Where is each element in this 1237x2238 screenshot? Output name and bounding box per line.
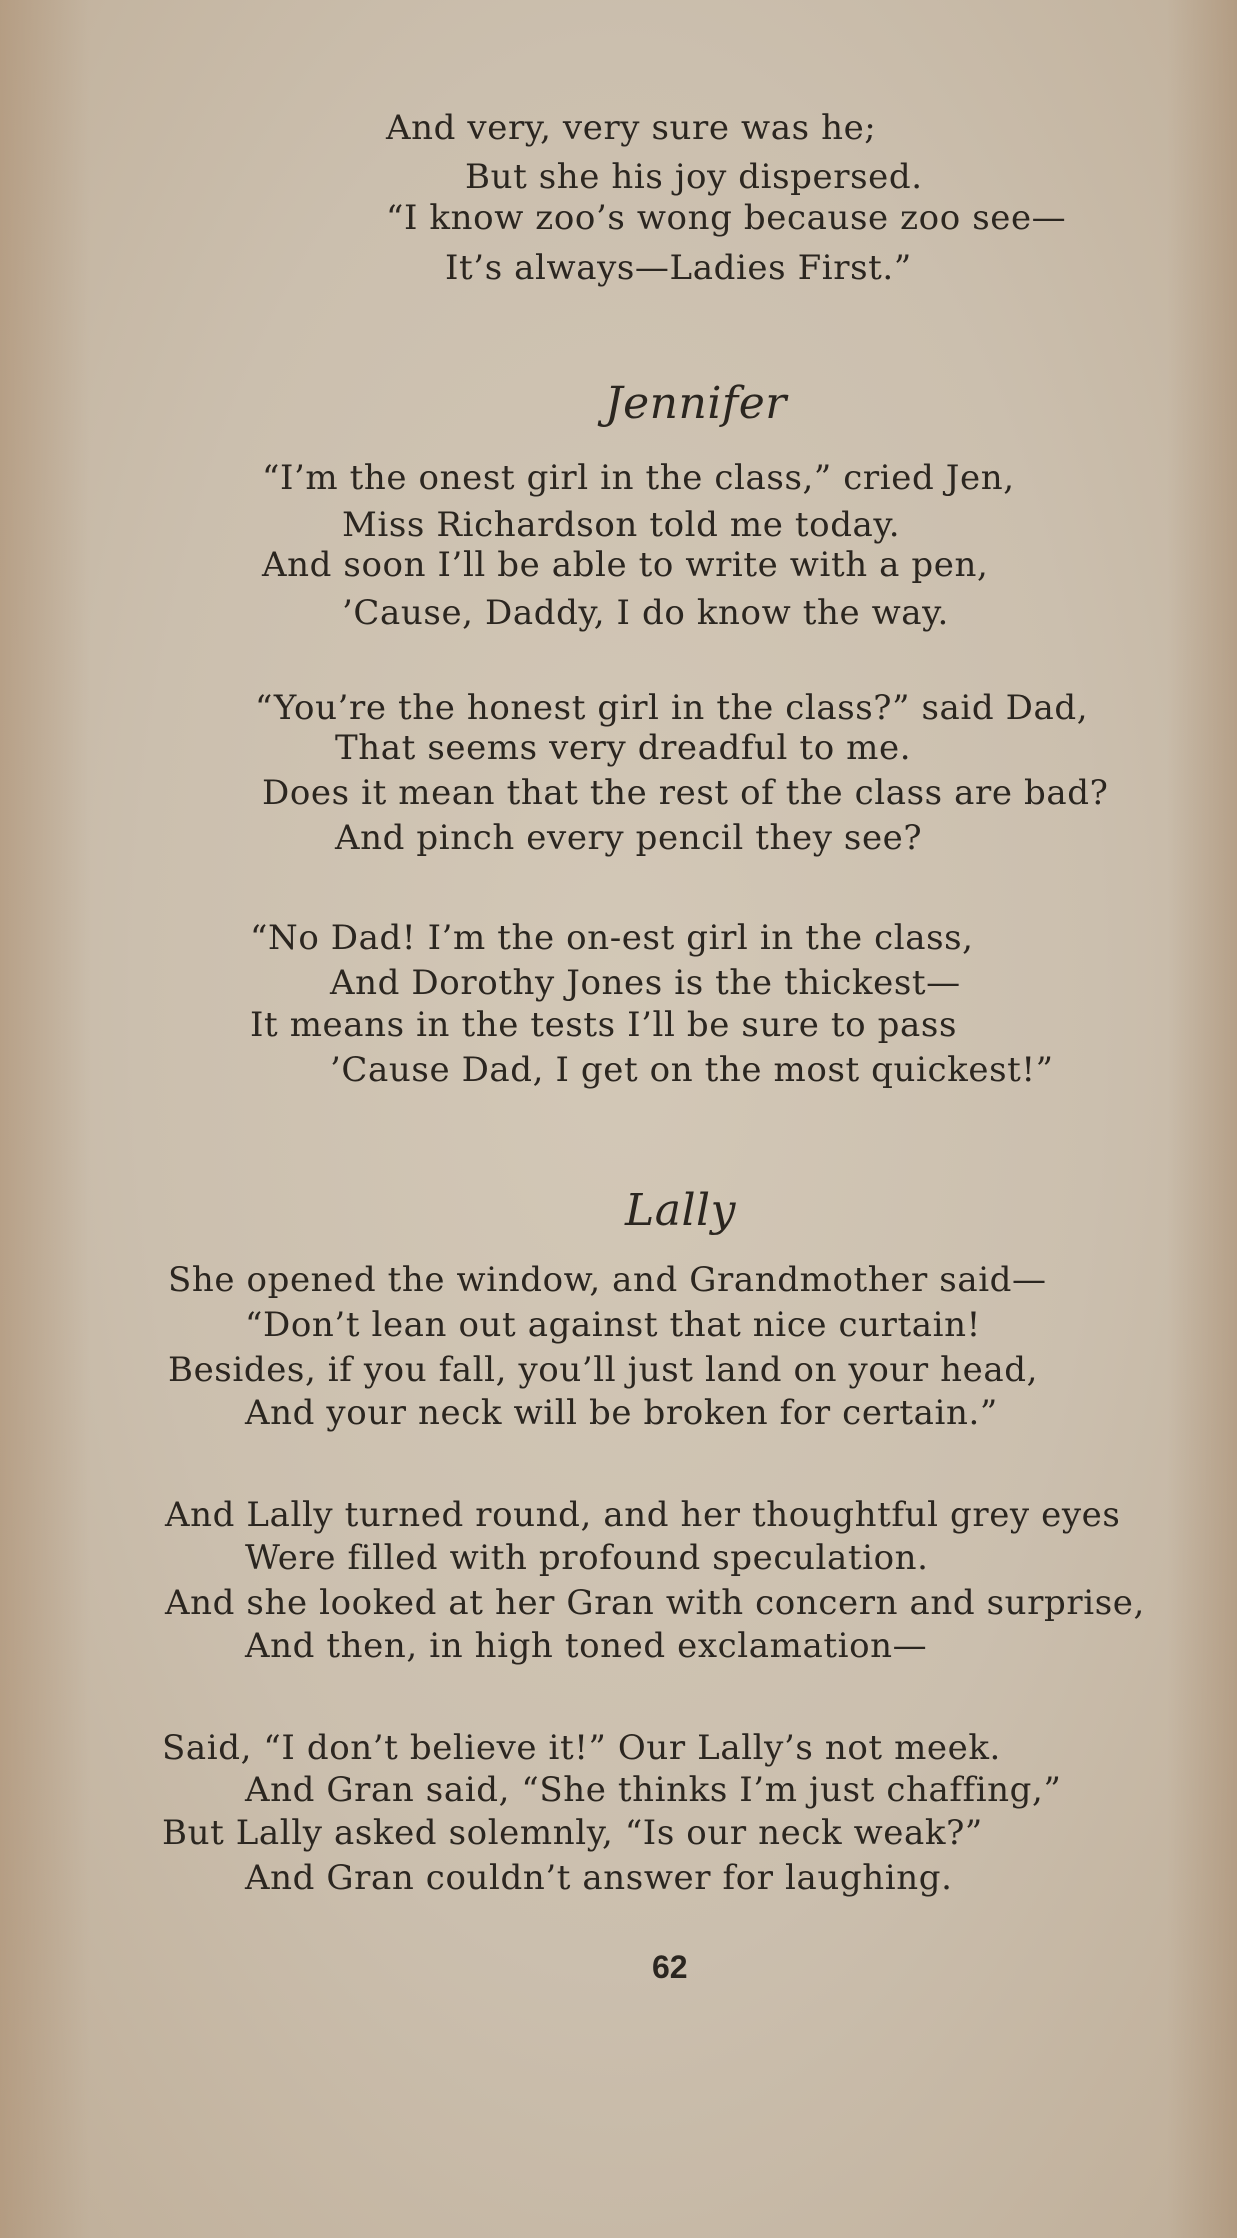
poem-line: But Lally asked solemnly, “Is our neck weak?” [162,1813,983,1853]
poem-line: And soon I’ll be able to write with a pen, [262,545,989,585]
page-number: 62 [652,1949,688,1985]
poem-line: And Lally turned round, and her thoughtful grey eyes [165,1495,1121,1535]
poem-line: She opened the window, and Grandmother said— [168,1260,1047,1300]
poem-line: Does it mean that the rest of the class are bad? [262,773,1109,813]
page-edge-shadow-right [1167,0,1237,2238]
poem-title-jennifer: Jennifer [605,378,787,429]
poem-line: And Gran couldn’t answer for laughing. [245,1858,953,1898]
poem-line: And pinch every pencil they see? [335,818,923,858]
poem-line: “I know zoo’s wong because zoo see— [386,198,1067,238]
poem-line: And she looked at her Gran with concern and surprise, [165,1583,1145,1623]
poem-line: Miss Richardson told me today. [342,505,901,545]
poem-line: Besides, if you fall, you’ll just land on your head, [168,1350,1039,1390]
poem-line: Said, “I don’t believe it!” Our Lally’s not meek. [162,1728,1001,1768]
poem-line: ’Cause Dad, I get on the most quickest!” [330,1050,1054,1090]
poem-line: And Dorothy Jones is the thickest— [330,963,961,1003]
poem-line: It’s always—Ladies First.” [445,248,912,288]
poem-line: And Gran said, “She thinks I’m just chaffing,” [245,1770,1062,1810]
poem-line: And your neck will be broken for certain.” [245,1393,998,1433]
poem-title-lally: Lally [625,1185,736,1236]
poem-line: But she his joy dispersed. [465,157,923,197]
poem-line: “Don’t lean out against that nice curtain! [245,1305,981,1345]
poem-line: And very, very sure was he; [386,108,877,148]
poem-line: And then, in high toned exclamation— [245,1626,928,1666]
poem-line: It means in the tests I’ll be sure to pass [250,1005,957,1045]
page-edge-shadow-left [0,0,90,2238]
poem-line: Were filled with profound speculation. [245,1538,929,1578]
poem-line: “You’re the honest girl in the class?” said Dad, [255,688,1089,728]
poem-line: “No Dad! I’m the on-est girl in the class, [250,918,974,958]
poem-line: That seems very dreadful to me. [335,728,912,768]
poem-line: ’Cause, Daddy, I do know the way. [342,593,949,633]
poem-line: “I’m the onest girl in the class,” cried Jen, [262,458,1015,498]
